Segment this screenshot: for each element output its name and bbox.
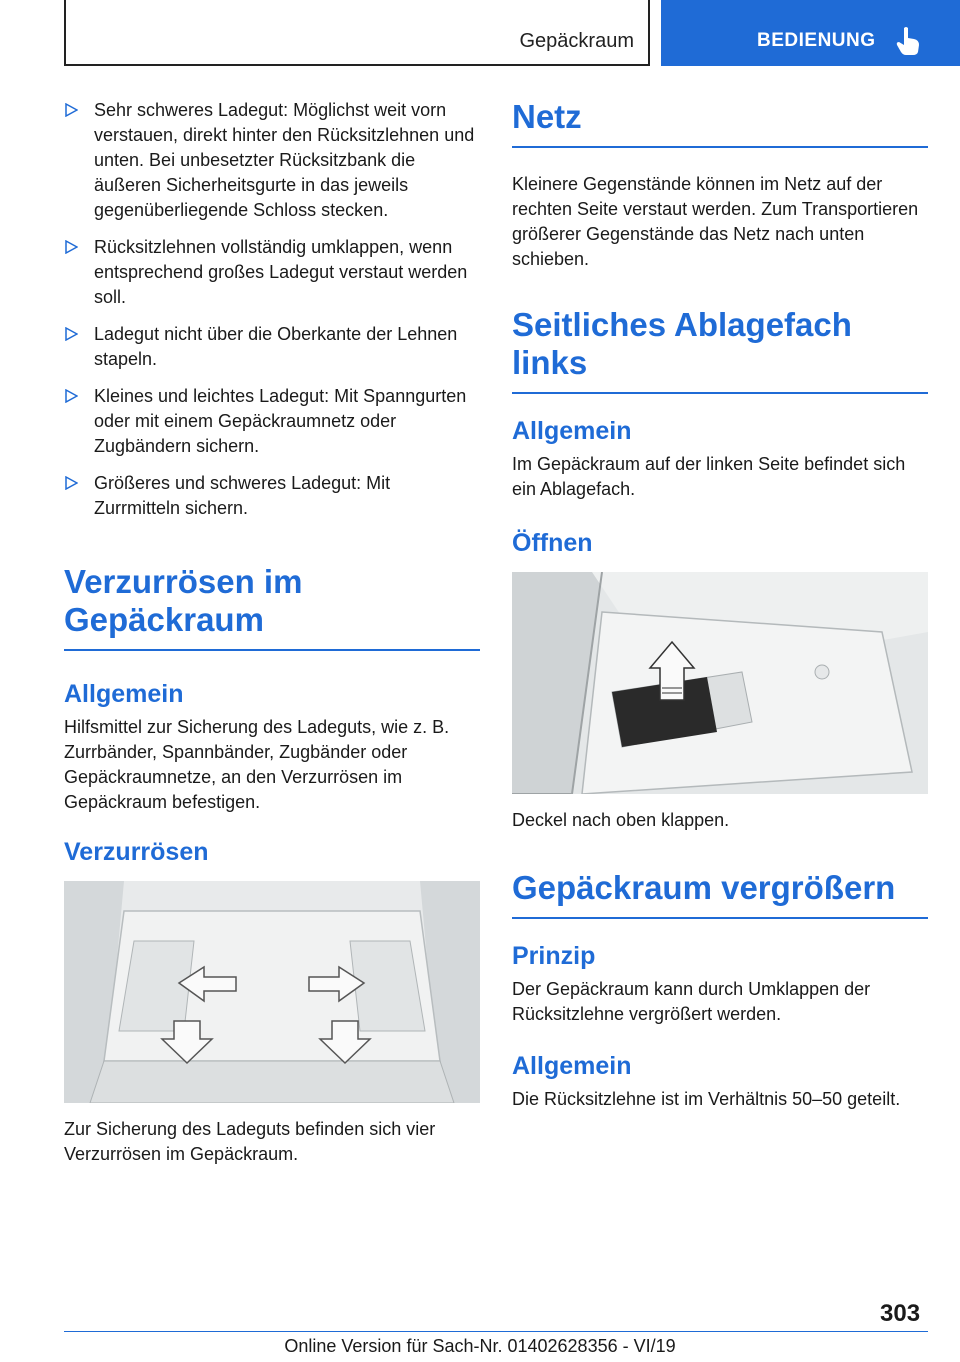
header-section-title: Gepäckraum [519, 30, 634, 52]
image-caption-verzurroesen: Zur Sicherung des Ladeguts befinden sich vier Verzurrösen im Gepäckraum. [64, 1119, 436, 1164]
storage-compartment-image [512, 572, 928, 794]
header-chapter-label: BEDIENUNG [757, 30, 876, 51]
footer-online-version: Online Version für Sach-Nr. 01402628356 - VI/19 [284, 1336, 676, 1356]
subheading-verzurroesen: Verzurrösen [64, 838, 209, 866]
list-item [64, 322, 480, 372]
right-column [512, 98, 928, 1134]
list-item-text: Größeres und schweres Ladegut: Mit Zurrmitteln sichern. [94, 473, 391, 518]
footer-divider [64, 1331, 928, 1332]
image-caption-oeffnen: Deckel nach oben klappen. [512, 810, 730, 830]
list-item-text: Rücksitzlehnen vollständig umklappen, wenn entsprechend großes Ladegut verstaut werden soll. [94, 237, 468, 307]
subheading-allgemein-fach: Allgemein [512, 417, 632, 445]
header-section-box [64, 0, 650, 66]
paragraph-hilfsmittel: Hilfsmittel zur Sicherung des Ladeguts, wie z. B. Zurrbänder, Spannbänder, Zugbänder oder Gepäckraumnetze, an den Verzurrösen im Gepäckraum befestigen. [64, 717, 450, 812]
paragraph-netz: Kleinere Gegenstände können im Netz auf der rechten Seite verstaut werden. Zum Transportieren größerer Gegenstände das Netz nach unten schieben. [512, 174, 919, 269]
section-title-vergroessern: Gepäckraum vergrößern [512, 869, 928, 919]
trunk-illustration [64, 881, 480, 1103]
page-number: 303 [880, 1300, 921, 1327]
list-item [64, 235, 480, 310]
watermark [690, 1336, 691, 1337]
subheading-allgemein: Allgemein [64, 680, 184, 708]
trunk-tie-down-image [64, 881, 480, 1103]
triangle-bullet-icon [64, 476, 78, 490]
paragraph-prinzip: Der Gepäckraum kann durch Umklappen der Rücksitzlehne vergrößert werden. [512, 979, 871, 1024]
compartment-illustration [512, 572, 928, 794]
subheading-prinzip: Prinzip [512, 942, 596, 970]
triangle-bullet-icon [64, 103, 78, 117]
handling-bullet-list [64, 98, 480, 521]
subheading-oeffnen: Öffnen [512, 529, 593, 557]
section-title-netz: Netz [512, 98, 928, 148]
header-chapter-tab [661, 0, 960, 66]
section-title-ablagefach: Seitliches Ablagefach links [512, 306, 928, 394]
subheading-allgemein-vergr: Allgemein [512, 1052, 632, 1080]
list-item-text: Sehr schweres Ladegut: Möglichst weit vorn verstauen, direkt hinter den Rücksitzlehnen und unten. Bei unbesetzter Rücksitzbank die äußeren Sicherheitsgurte in das jeweils gegenüberliegende Schloss stecken. [94, 100, 475, 220]
list-item-text: Ladegut nicht über die Oberkante der Lehnen stapeln. [94, 324, 458, 369]
list-item [64, 471, 480, 521]
triangle-bullet-icon [64, 389, 78, 403]
paragraph-rucksitz-geteilt: Die Rücksitzlehne ist im Verhältnis 50–50 geteilt. [512, 1089, 901, 1109]
triangle-bullet-icon [64, 240, 78, 254]
pointing-hand-icon [895, 26, 921, 56]
paragraph-ablagefach: Im Gepäckraum auf der linken Seite befindet sich ein Ablagefach. [512, 454, 906, 499]
list-item [64, 98, 480, 223]
section-title-verzurroesen: Verzurrösen im Gepäckraum [64, 563, 480, 651]
list-item-text: Kleines und leichtes Ladegut: Mit Spanngurten oder mit einem Gepäckraumnetz oder Zugbändern sichern. [94, 386, 467, 456]
list-item [64, 384, 480, 459]
triangle-bullet-icon [64, 327, 78, 341]
left-column [64, 98, 480, 1189]
